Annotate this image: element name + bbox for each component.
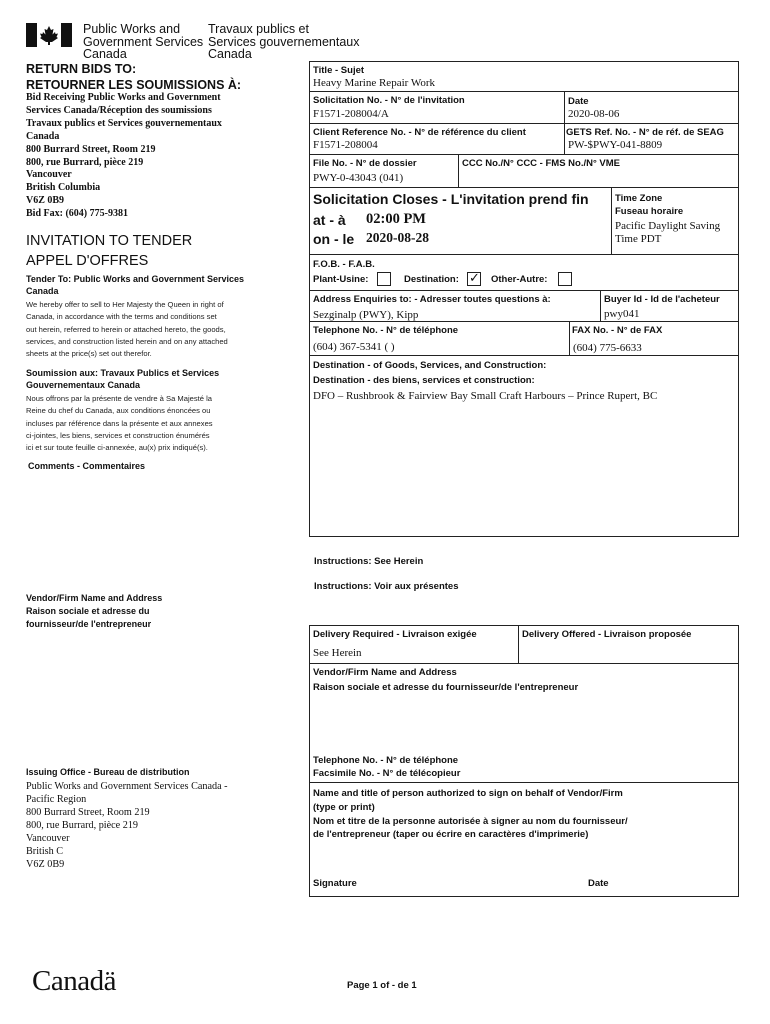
divider	[309, 187, 739, 188]
return-bids-address	[26, 92, 222, 221]
divider	[309, 91, 739, 92]
client-reference-value: F1571-208004	[313, 139, 378, 151]
address-line: Vancouver	[26, 169, 72, 181]
address-line: 800 Burrard Street, Room 219	[26, 143, 156, 155]
file-no-label: File No. - N° de dossier	[313, 158, 417, 169]
comments-label: Comments - Commentaires	[28, 461, 146, 471]
buyer-id-label: Buyer Id - Id de l'acheteur	[604, 294, 720, 305]
gets-ref-value: PW-$PWY-041-8809	[568, 139, 663, 151]
auth-line: (type or print)	[313, 801, 375, 813]
destination-goods-label-fr: Destination - des biens, services et construction:	[313, 375, 535, 386]
plant-usine-checkbox[interactable]	[377, 272, 391, 286]
issuing-address-line: 800 Burrard Street, Room 219	[26, 807, 150, 818]
tender-to-line: Canada	[26, 286, 59, 296]
divider	[309, 663, 739, 664]
destination-label: Destination:	[404, 274, 459, 285]
divider	[600, 290, 601, 322]
instructions-fr: Instructions: Voir aux présentes	[314, 581, 459, 592]
divider	[309, 154, 739, 155]
destination-checkbox[interactable]	[467, 272, 481, 286]
divider	[564, 91, 565, 155]
vendor-name-label-fr: Raison sociale et adresse du fournisseur/de l'entrepreneur	[313, 682, 579, 693]
destination-value: DFO – Rushbrook & Fairview Bay Small Craft Harbours – Prince Rupert, BC	[313, 390, 658, 402]
fax-value: (604) 775-6633	[573, 342, 642, 354]
issuing-address-line: Public Works and Government Services Canada -	[26, 781, 228, 792]
gets-ref-label: GETS Ref. No. - N° de réf. de SEAG	[566, 127, 724, 138]
invitation-title-en: INVITATION TO TENDER	[26, 233, 193, 249]
address-line: Services Canada/Réception des soumissions	[26, 104, 212, 116]
auth-line: de l'entrepreneur (taper ou écrire en caractères d'imprimerie)	[313, 829, 589, 841]
vendor-facsimile-label: Facsimile No. - N° de télécopieur	[313, 768, 461, 779]
title-label: Title - Sujet	[313, 65, 365, 76]
check-mark-icon: ✓	[469, 271, 480, 286]
issuing-office-title: Issuing Office - Bureau de distribution	[26, 767, 190, 777]
issuing-address-line: V6Z 0B9	[26, 859, 65, 870]
authorized-person-label	[313, 787, 628, 842]
destination-goods-label-en: Destination - of Goods, Services, and Construction:	[313, 360, 547, 371]
address-line: British Columbia	[26, 182, 101, 194]
address-line: 800, rue Burrard, pièce 219	[26, 156, 144, 168]
buyer-id-value: pwy041	[604, 308, 640, 320]
paragraph-line: sheets at the price(s) set out therefor.	[26, 349, 152, 359]
divider	[611, 187, 612, 254]
ccc-no-label: CCC No./N° CCC - FMS No./N° VME	[462, 158, 621, 169]
divider	[309, 123, 739, 124]
address-line: Bid Receiving Public Works and Government	[26, 92, 221, 103]
delivery-required-label: Delivery Required - Livraison exigée	[313, 629, 477, 640]
delivery-required-value: See Herein	[313, 647, 362, 659]
delivery-offered-label: Delivery Offered - Livraison proposée	[522, 629, 692, 640]
dept-fr-line: Travaux publics et	[208, 22, 309, 36]
canada-wordmark: Canadä	[32, 965, 116, 997]
date-label: Date	[568, 96, 589, 107]
enquiries-value: Sezginalp (PWY), Kipp	[313, 309, 419, 321]
divider	[309, 782, 739, 783]
fob-label: F.O.B. - F.A.B.	[313, 259, 375, 270]
other-autre-label: Other-Autre:	[491, 274, 548, 285]
closes-at-value: 02:00 PM	[366, 211, 426, 227]
date-value: 2020-08-06	[568, 108, 620, 120]
solicitation-no-value: F1571-208004/A	[313, 108, 389, 120]
auth-line: Name and title of person authorized to sign on behalf of Vendor/Firm	[313, 788, 623, 799]
time-zone-value: Pacific Daylight Saving	[615, 220, 721, 232]
solicitation-no-label: Solicitation No. - N° de l'invitation	[313, 95, 465, 106]
dept-fr-line: Canada	[208, 47, 252, 61]
issuing-address-line: Vancouver	[26, 833, 70, 844]
invitation-title	[26, 231, 192, 271]
paragraph-line: Canada, in accordance with the terms and conditions set	[26, 312, 217, 322]
soumission-line: Soumission aux: Travaux Publics et Services	[26, 368, 220, 378]
dept-fr-line: Services gouvernementaux	[208, 34, 360, 49]
canada-flag-logo	[26, 23, 72, 47]
divider	[309, 254, 739, 255]
time-zone-label: Time Zone	[615, 193, 663, 204]
fax-label: FAX No. - N° de FAX	[572, 325, 663, 336]
address-line: Canada	[26, 130, 60, 142]
other-autre-checkbox[interactable]	[558, 272, 572, 286]
paragraph-line: out herein, referred to herein or attached hereto, the goods,	[26, 324, 226, 334]
telephone-label: Telephone No. - N° de téléphone	[313, 325, 459, 336]
enquiries-label: Address Enquiries to: - Adresser toutes questions à:	[313, 294, 551, 305]
issuing-address-line: Pacific Region	[26, 794, 87, 805]
time-zone-value-2: Time PDT	[615, 233, 662, 245]
tender-to	[26, 273, 244, 297]
signature-date-label: Date	[588, 878, 609, 889]
department-name-en	[83, 23, 203, 61]
auth-line: Nom et titre de la personne autorisée à signer au nom du fournisseur/	[313, 815, 628, 827]
issuing-address-line: 800, rue Burrard, pièce 219	[26, 820, 139, 831]
telephone-value: (604) 367-5341 ( )	[313, 341, 395, 353]
divider	[569, 321, 570, 355]
soumission-line: Gouvernementaux Canada	[26, 380, 141, 390]
dept-en-line: Government Services	[83, 34, 204, 49]
invitation-title-fr: APPEL D'OFFRES	[26, 253, 149, 269]
return-bids-title	[26, 61, 241, 93]
vendor-name-label-en: Vendor/Firm Name and Address	[313, 667, 457, 678]
instructions-en: Instructions: See Herein	[314, 556, 424, 567]
return-bids-title-fr: RETOURNER LES SOUMISSIONS À:	[26, 78, 242, 92]
title-value: Heavy Marine Repair Work	[313, 77, 436, 89]
tender-paragraph-en	[26, 299, 228, 360]
paragraph-line: Reine du chef du Canada, aux conditions énoncées ou	[26, 406, 211, 416]
divider	[458, 154, 459, 187]
paragraph-line: We hereby offer to sell to Her Majesty the Queen in right of	[26, 300, 224, 309]
dept-en-line: Canada	[83, 47, 127, 61]
solicitation-closes-title: Solicitation Closes - L'invitation prend fin	[313, 191, 589, 207]
signature-label: Signature	[313, 878, 357, 889]
return-bids-title-en: RETURN BIDS TO:	[26, 62, 137, 76]
fuseau-horaire-label: Fuseau horaire	[615, 206, 684, 217]
department-name-fr	[208, 23, 359, 61]
issuing-address-line: British C	[26, 846, 64, 857]
plant-usine-label: Plant-Usine:	[313, 274, 369, 285]
soumission-aux	[26, 367, 219, 391]
bid-fax-line: Bid Fax: (604) 775-9381	[26, 208, 128, 220]
closes-on-value: 2020-08-28	[366, 230, 429, 245]
vendor-left-line: fournisseur/de l'entrepreneur	[26, 619, 152, 629]
paragraph-line: Nous offrons par la présente de vendre à Sa Majesté la	[26, 394, 213, 403]
dept-en-line: Public Works and	[83, 22, 181, 36]
vendor-left-line: Raison sociale et adresse du	[26, 606, 150, 616]
tender-paragraph-fr	[26, 393, 213, 454]
tender-to-line: Tender To: Public Works and Government Services	[26, 274, 245, 284]
divider	[518, 625, 519, 664]
page-number: Page 1 of - de 1	[347, 980, 417, 991]
vendor-left-line: Vendor/Firm Name and Address	[26, 593, 163, 603]
closes-on-label: on - le	[313, 231, 355, 247]
divider	[309, 290, 739, 291]
paragraph-line: ici et sur toute feuille ci-annexée, au(x) prix indiqué(s).	[26, 443, 208, 453]
closes-at-label: at - à	[313, 212, 346, 228]
vendor-firm-left	[26, 592, 162, 631]
paragraph-line: ci-jointes, les biens, services et construction énumérés	[26, 430, 210, 440]
vendor-telephone-label: Telephone No. - N° de téléphone	[313, 755, 459, 766]
address-line: Travaux publics et Services gouvernementaux	[26, 117, 222, 129]
file-no-value: PWY-0-43043 (041)	[313, 172, 404, 184]
divider	[309, 355, 739, 356]
address-line: V6Z 0B9	[26, 195, 65, 207]
paragraph-line: services, and construction listed herein and on any attached	[26, 336, 228, 346]
issuing-office-address	[26, 780, 228, 871]
client-reference-label: Client Reference No. - N° de référence du client	[313, 127, 526, 138]
paragraph-line: incluses par référence dans la présente et aux annexes	[26, 418, 213, 428]
divider	[309, 321, 739, 322]
